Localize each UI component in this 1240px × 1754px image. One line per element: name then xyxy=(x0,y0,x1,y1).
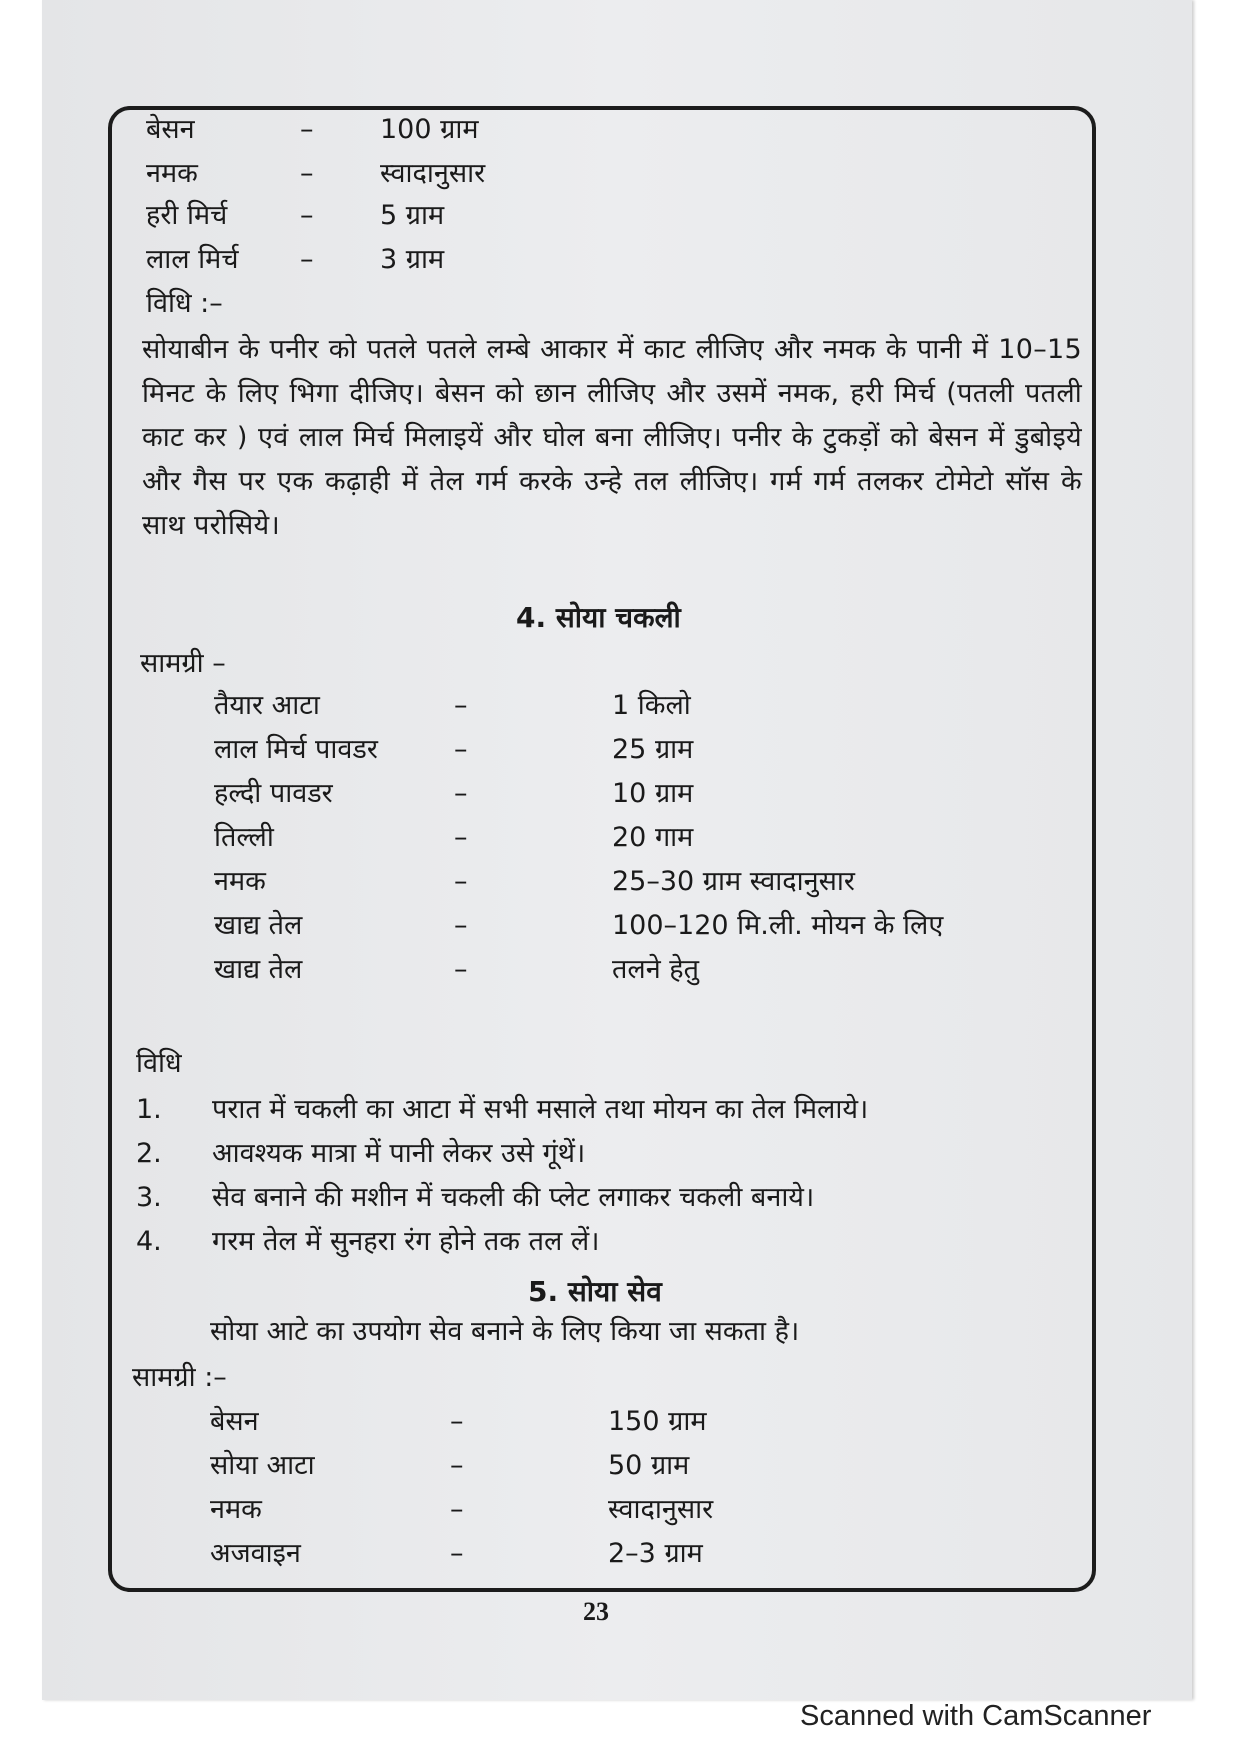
method-paragraph: सोयाबीन के पनीर को पतले पतले लम्बे आकार में काट लीजिए और नमक के पानी में 10–15 मिनट के लिए भिगा दीजिए। बेसन को छान लीजिए और उसमें नमक, हरी मिर्च (पतली पतली काट कर ) एवं लाल मिर्च मिलाइयें और घोल बना लीजिए। पनीर के टुकड़ों को बेसन में डुबोइये और गैस पर एक कढ़ाही में तेल गर्म करके उन्हे तल लीजिए। गर्म गर्म तलकर टोमेटो सॉस के साथ परोसिये। xyxy=(142,334,1082,541)
ingredient-qty: 2–3 ग्राम xyxy=(608,1538,703,1569)
ingredient-qty: 100 ग्राम xyxy=(380,114,479,145)
ingredient-name: लाल मिर्च xyxy=(146,244,239,275)
ingredient-name: हरी मिर्च xyxy=(146,200,228,231)
ingredient-qty: 5 ग्राम xyxy=(380,200,445,231)
ingredient-name: नमक xyxy=(146,158,198,189)
ingredient-dash: – xyxy=(454,690,468,721)
ingredient-name: नमक xyxy=(210,1494,262,1525)
section-title-soya-sev: 5. सोया सेव xyxy=(528,1275,662,1308)
ingredient-qty: स्वादानुसार xyxy=(608,1494,714,1525)
step-number: 2. xyxy=(136,1138,162,1169)
ingredient-name: नमक xyxy=(214,866,266,897)
ingredient-name: बेसन xyxy=(146,114,195,145)
step-text: आवश्यक मात्रा में पानी लेकर उसे गूंथें। xyxy=(212,1138,586,1169)
ingredient-dash: – xyxy=(454,954,468,985)
ingredient-name: सोया आटा xyxy=(210,1450,315,1481)
ingredients-heading: सामग्री :– xyxy=(132,1362,227,1393)
ingredient-name: खाद्य तेल xyxy=(214,910,303,941)
ingredient-dash: – xyxy=(454,910,468,941)
ingredient-name: खाद्य तेल xyxy=(214,954,303,985)
page-number: 23 xyxy=(583,1597,609,1626)
ingredient-dash: – xyxy=(454,822,468,853)
ingredient-dash: – xyxy=(454,734,468,765)
ingredient-qty: तलने हेतु xyxy=(612,954,699,985)
ingredient-qty: 50 ग्राम xyxy=(608,1450,690,1481)
section-intro: सोया आटे का उपयोग सेव बनाने के लिए किया जा सकता है। xyxy=(210,1316,800,1347)
ingredient-dash: – xyxy=(300,244,314,275)
method-heading: विधि :– xyxy=(146,288,223,319)
ingredient-dash: – xyxy=(450,1450,464,1481)
step-number: 3. xyxy=(136,1182,162,1213)
ingredient-dash: – xyxy=(454,866,468,897)
ingredients-heading: सामग्री – xyxy=(140,648,226,679)
ingredient-qty: 10 ग्राम xyxy=(612,778,694,809)
method-heading: विधि xyxy=(136,1048,182,1079)
section-title-soya-chakli: 4. सोया चकली xyxy=(516,601,681,634)
ingredient-name: बेसन xyxy=(210,1406,259,1437)
step-text: गरम तेल में सुनहरा रंग होने तक तल लें। xyxy=(212,1226,600,1257)
ingredient-dash: – xyxy=(300,114,314,145)
step-text: परात में चकली का आटा में सभी मसाले तथा मोयन का तेल मिलाये। xyxy=(212,1094,869,1125)
ingredient-qty: 3 ग्राम xyxy=(380,244,445,275)
scanner-watermark: Scanned with CamScanner xyxy=(800,1700,1152,1732)
ingredient-name: अजवाइन xyxy=(210,1538,301,1569)
ingredient-name: हल्दी पावडर xyxy=(214,778,333,809)
ingredient-qty: 25–30 ग्राम स्वादानुसार xyxy=(612,866,855,897)
ingredient-qty: 100–120 मि.ली. मोयन के लिए xyxy=(612,910,944,941)
ingredient-dash: – xyxy=(300,200,314,231)
ingredient-name: तैयार आटा xyxy=(214,690,320,721)
ingredient-dash: – xyxy=(450,1406,464,1437)
ingredient-qty: 1 किलो xyxy=(612,690,691,721)
step-number: 1. xyxy=(136,1094,162,1125)
ingredient-dash: – xyxy=(450,1494,464,1525)
ingredient-qty: 150 ग्राम xyxy=(608,1406,707,1437)
ingredient-name: लाल मिर्च पावडर xyxy=(214,734,378,765)
ingredient-qty: 25 ग्राम xyxy=(612,734,694,765)
step-number: 4. xyxy=(136,1226,162,1257)
ingredient-dash: – xyxy=(300,158,314,189)
ingredient-dash: – xyxy=(454,778,468,809)
ingredient-dash: – xyxy=(450,1538,464,1569)
ingredient-name: तिल्ली xyxy=(214,822,274,853)
step-text: सेव बनाने की मशीन में चकली की प्लेट लगाकर चकली बनाये। xyxy=(212,1182,815,1213)
ingredient-qty: स्वादानुसार xyxy=(380,158,486,189)
ingredient-qty: 20 गाम xyxy=(612,822,694,853)
